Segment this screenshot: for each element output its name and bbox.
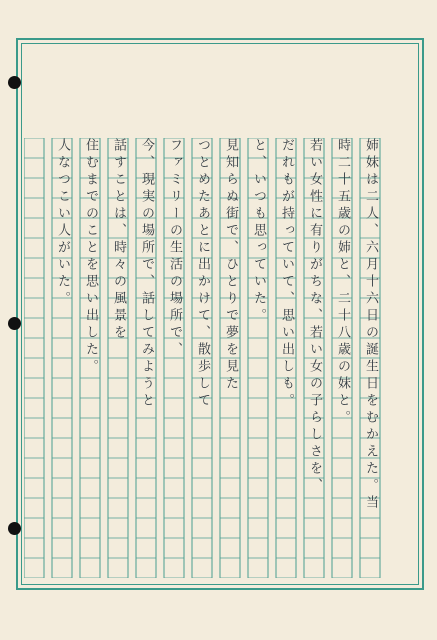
text-column: 話すことは、時々の風景を: [111, 138, 126, 342]
binding-hole-top: [8, 76, 21, 89]
text-column: 姉妹は二人、六月十六日の誕生日をむかえた。当: [363, 138, 378, 512]
text-column: つとめたあとに出かけて、散歩して: [195, 138, 210, 410]
text-column: 今、現実の場所で、話してみようと: [139, 138, 154, 410]
text-column: ファミリーの生活の場所で、: [167, 138, 182, 359]
binding-hole-middle: [8, 317, 21, 330]
text-column: 住むまでのことを思い出した。: [83, 138, 98, 376]
binding-hole-bottom: [8, 522, 21, 535]
text-column: 見知らぬ街で、ひとりで夢を見た: [223, 138, 238, 393]
text-column: 時二十五歳の姉と、二十八歳の妹と。: [335, 138, 350, 427]
text-column: だれもが持っていて、思い出しも。: [279, 138, 294, 410]
text-column: 人なつこい人がいた。: [55, 138, 70, 308]
manuscript-grid: [24, 138, 388, 578]
text-column: と、いつも思っていた。: [251, 138, 266, 325]
text-column: 若い女性に有りがちな、若い女の子らしさを、: [307, 138, 322, 495]
